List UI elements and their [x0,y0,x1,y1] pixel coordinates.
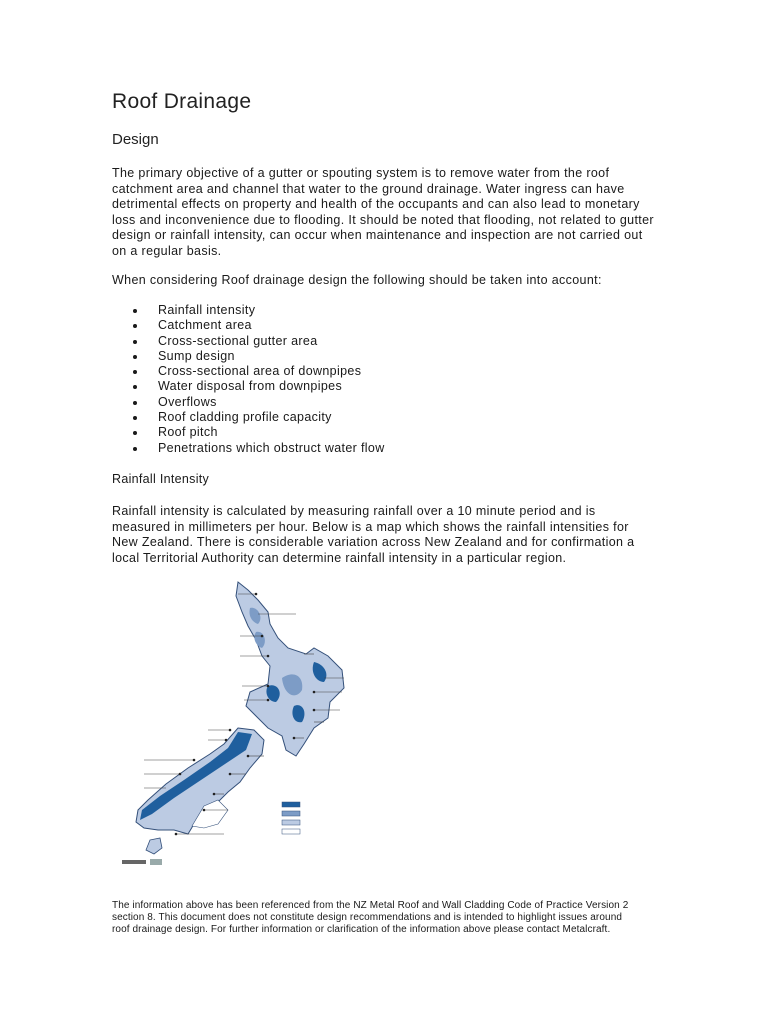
legend-swatch [282,829,300,834]
document-title: Roof Drainage [112,90,252,113]
list-item: Catchment area [112,318,385,333]
rainfall-intensity-map [118,578,398,876]
stewart-island-shape [146,838,162,854]
section-title-design: Design [112,131,159,148]
list-item: Water disposal from downpipes [112,379,385,394]
list-item: Penetrations which obstruct water flow [112,441,385,456]
map-legend [282,802,300,834]
rainfall-intensity-paragraph: Rainfall intensity is calculated by measuring rainfall over a 10 minute period and is measured in millimeters per hour. Below is a map which shows the rainfall intensities for New Zealand. There is considerable variation across New Zealand and for confirmation a local Territorial Authority can determine rainfall intensity in a particular region. [112,504,635,565]
list-item: Overflows [112,395,385,410]
rainfall-intensity-heading: Rainfall Intensity [112,472,210,486]
list-item: Roof cladding profile capacity [112,410,385,425]
legend-swatch [282,820,300,825]
list-item: Cross-sectional gutter area [112,334,385,349]
considerations-list [112,303,385,456]
intro-paragraph: The primary objective of a gutter or spouting system is to remove water from the roof catchment area and channel that water to the ground drainage. Water ingress can have detrimental effects on property and health of the occupants and can also lead to monetary loss and inconvenience due to flooding. It should be noted that flooding, not related to gutter design or rainfall intensity, can occur when maintenance and inspection are not carried out on a regular basis. [112,166,654,258]
list-item: Sump design [112,349,385,364]
list-item: Cross-sectional area of downpipes [112,364,385,379]
legend-swatch [282,811,300,816]
list-item: Roof pitch [112,425,385,440]
considerations-intro: When considering Roof drainage design the following should be taken into account: [112,273,602,287]
list-item: Rainfall intensity [112,303,385,318]
reference-note: The information above has been referenced from the NZ Metal Roof and Wall Cladding Code of Practice Version 2 section 8. This document does not constitute design recommendations and is intended to highlight issues around roof drainage design. For further information or clarification of the information above please contact Metalcraft. [112,900,629,935]
legend-swatch [282,802,300,807]
